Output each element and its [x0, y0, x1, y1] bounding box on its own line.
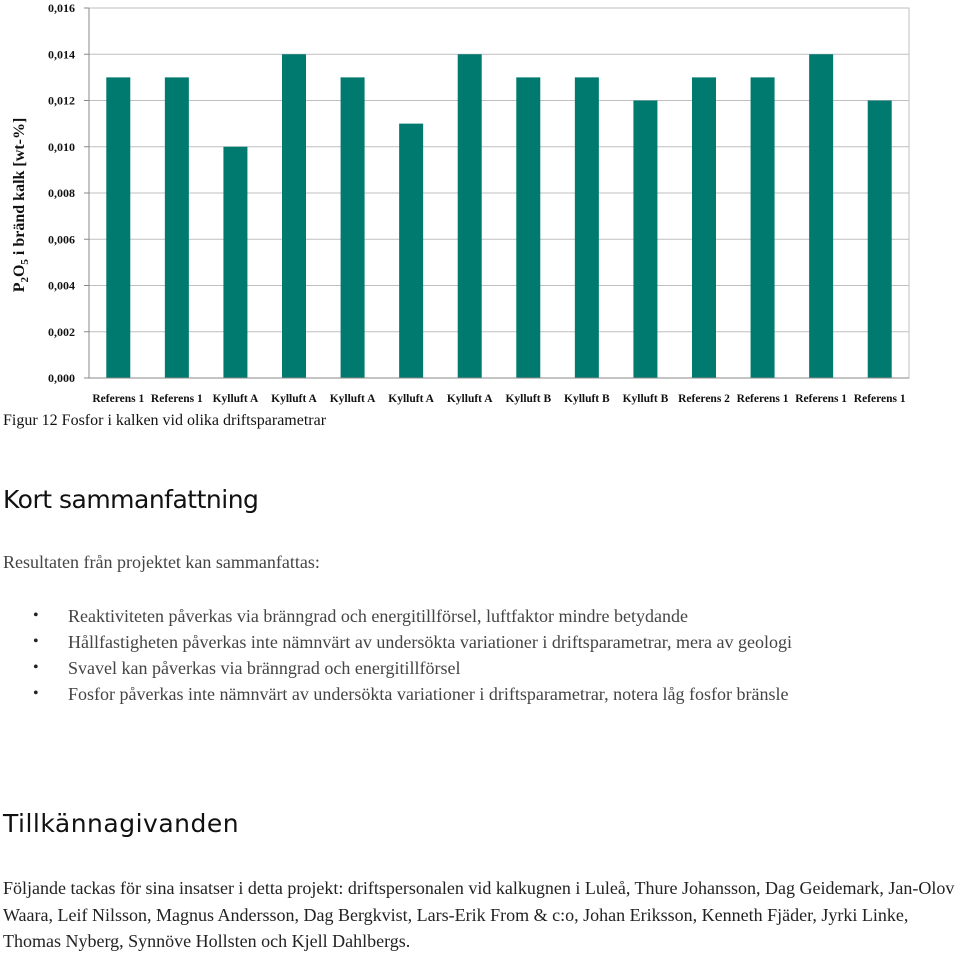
bar — [868, 101, 892, 379]
bar — [399, 124, 423, 378]
bar — [165, 77, 189, 378]
summary-heading: Kort sammanfattning — [3, 485, 259, 514]
bar — [223, 147, 247, 378]
bar — [809, 54, 833, 378]
summary-list — [0, 603, 930, 707]
acknowledgements-heading: Tillkännagivanden — [3, 809, 240, 838]
bullet-icon: • — [33, 633, 39, 650]
x-tick-label: Referens 2 — [678, 393, 730, 405]
chart-x-ticks — [89, 378, 909, 405]
x-tick-label: Kylluft B — [505, 393, 552, 405]
bar — [341, 77, 365, 378]
bullet-icon: • — [33, 607, 39, 624]
bar — [575, 77, 599, 378]
y-tick-label: 0,014 — [48, 47, 75, 62]
summary-intro: Resultaten från projektet kan sammanfattas: — [3, 552, 320, 572]
list-item-text: Reaktiviteten påverkas via bränngrad och energitillförsel, luftfaktor mindre betydande — [68, 606, 688, 626]
list-item-text: Svavel kan påverkas via bränngrad och energitillförsel — [68, 658, 461, 678]
bullet-icon: • — [33, 659, 39, 676]
y-tick-label: 0,000 — [48, 371, 75, 385]
chart-gridlines — [89, 8, 909, 378]
y-tick-label: 0,006 — [48, 232, 75, 247]
list-item — [0, 629, 930, 655]
list-item — [0, 681, 930, 707]
chart-bars — [106, 54, 891, 378]
y-tick-label: 0,016 — [48, 1, 75, 15]
x-tick-label: Kylluft A — [271, 393, 317, 405]
bullet-icon: • — [33, 685, 39, 702]
x-tick-label: Kylluft B — [622, 393, 669, 405]
bar — [282, 54, 306, 378]
x-tick-label: Referens 1 — [853, 393, 906, 405]
x-tick-label: Kylluft A — [446, 393, 493, 405]
list-item — [0, 603, 930, 629]
bar — [516, 77, 540, 378]
y-tick-label: 0,010 — [48, 139, 75, 154]
bar — [751, 77, 775, 378]
bar-chart — [0, 0, 960, 410]
x-tick-label: Referens 1 — [92, 393, 145, 405]
figure-caption: Figur 12 Fosfor i kalken vid olika driftsparametrar — [3, 412, 327, 429]
list-item-text: Fosfor påverkas inte nämnvärt av undersökta variationer i driftsparametrar, notera låg fosfor bränsle — [68, 684, 789, 704]
x-tick-label: Kylluft A — [329, 393, 376, 405]
acknowledgements-text: Följande tackas för sina insatser i detta projekt: driftspersonalen vid kalkugnen i Luleå, Thure Johansson, Dag Geidemark, Jan-Olov Waara, Leif Nilsson, Magnus Andersson, Dag Bergkvist, Lars-Erik From & c:o, Johan Eriksson, Kenneth Fjäder, Jyrki Linke, Thomas Nyberg, Synnöve Hollsten och Kjell Dahlbergs. — [3, 878, 955, 951]
y-tick-label: 0,012 — [48, 93, 75, 108]
x-tick-label: Referens 1 — [795, 393, 848, 405]
y-tick-label: 0,002 — [48, 324, 75, 339]
x-tick-label: Referens 1 — [150, 393, 203, 405]
x-tick-label: Kylluft B — [564, 393, 610, 405]
x-tick-label: Kylluft A — [388, 393, 434, 405]
chart-y-ticks — [48, 1, 89, 385]
y-axis-label: $P_2O_5$ i bränd kalk [wt-%] — [11, 117, 31, 293]
y-tick-label: 0,004 — [48, 278, 75, 293]
x-tick-label: Kylluft A — [212, 393, 259, 405]
y-tick-label: 0,008 — [48, 186, 75, 200]
x-tick-label: Referens 1 — [736, 393, 789, 405]
bar — [106, 77, 130, 378]
list-item — [0, 655, 930, 681]
list-item-text: Hållfastigheten påverkas inte nämnvärt av undersökta variationer i driftsparametrar, mera av geologi — [68, 632, 792, 652]
bar — [458, 54, 482, 378]
bar — [633, 101, 657, 379]
bar — [692, 77, 716, 378]
